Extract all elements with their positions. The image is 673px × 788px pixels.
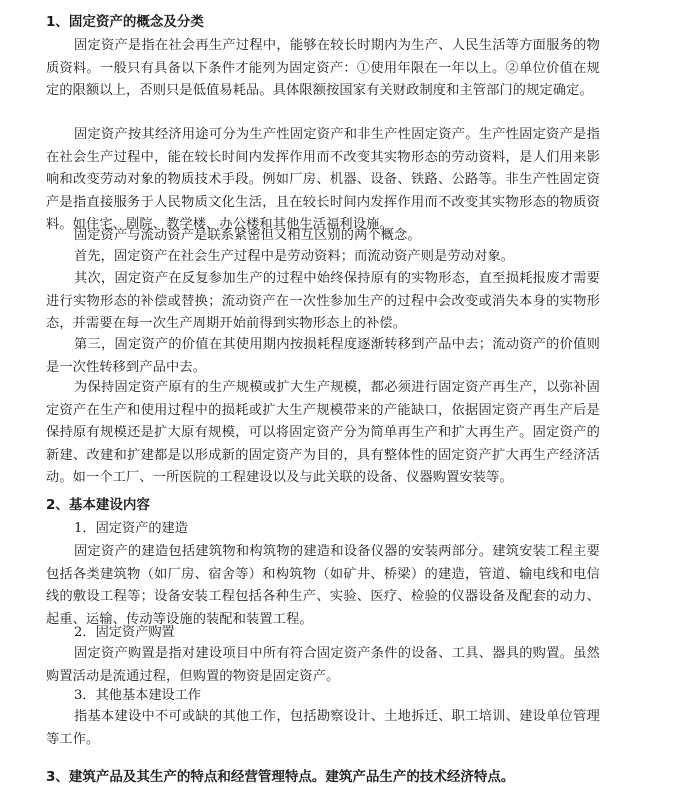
s2-item-3-title: 3．其他基本建设工作 (74, 688, 202, 703)
section-3-heading: 3、建筑产品及其生产的特点和经营管理特点。建筑产品生产的技术经济特点。 (46, 769, 515, 785)
s2-item-1-title: 1．固定资产的建造 (74, 521, 188, 536)
s1-paragraph-reproduction: 为保持固定资产原有的生产规模或扩大生产规模，都必须进行固定资产再生产，以弥补固定资产在生产和使用过程中的损耗或扩大生产规模带来的产能缺口，依据固定资产再生产后是保持原有规模还是扩大原有规模，可以将固定资产分为简单再生产和扩大再生产。固定资产的新建、改建和扩建都是以形成新的固定资产为目的，具有整体性的固定资产扩大再生产经济活动。如一个工厂、一所医院的工程建设以及与此关联的设备、仪器购置安装等。 (46, 380, 600, 486)
s2-item-2-text: 固定资产购置是指对建设项目中所有符合固定资产条件的设备、工具、器具的购置。虽然购置活动是流通过程，但购置的物资是固定资产。 (46, 646, 600, 684)
section-2-heading: 2、基本建设内容 (46, 497, 150, 513)
s2-item-3-text: 指基本建设中不可或缺的其他工作，包括勘察设计、土地拆迁、职工培训、建设单位管理等工作。 (46, 709, 600, 747)
s2-item-2-title: 2．固定资产购置 (74, 625, 175, 640)
s1-paragraph-concepts: 固定资产与流动资产是联系紧密但又相互区别的两个概念。 (74, 228, 421, 243)
s1-paragraph-definition: 固定资产是指在社会再生产过程中，能够在较长时期内为生产、人民生活等方面服务的物质资料。一般只有具备以下条件才能列为固定资产：①使用年限在一年以上。②单位价值在规定的限额以上，否则只是低值易耗品。具体限额按国家有关财政制度和主管部门的规定确定。 (46, 38, 600, 99)
s1-paragraph-classification: 固定资产按其经济用途可分为生产性固定资产和非生产性固定资产。生产性固定资产是指在社会生产过程中，能在较长时间内发挥作用而不改变其实物形态的劳动资料，是人们用来影响和改变劳动对象的物质技术手段。例如厂房、机器、设备、铁路、公路等。非生产性固定资产是指直接服务于人民物质文化生活，且在较长时间内发挥作用而不改变其实物形态的物质资料。如住宅、剧院、教学楼、办公楼和其他生活福利设施。 (46, 127, 600, 233)
section-1-heading: 1、固定资产的概念及分类 (46, 14, 204, 30)
s1-paragraph-first: 首先，固定资产在社会生产过程中是劳动资料；而流动资产则是劳动对象。 (74, 249, 515, 264)
s1-paragraph-third: 第三，固定资产的价值在其使用期内按损耗程度逐渐转移到产品中去；流动资产的价值则是一次性转移到产品中去。 (46, 337, 600, 375)
s1-paragraph-second: 其次，固定资产在反复参加生产的过程中始终保持原有的实物形态，直至损耗报废才需要进行实物形态的补偿或替换；流动资产在一次性参加生产的过程中会改变或消失本身的实物形态，并需要在每一次生产周期开始前得到实物形态上的补偿。 (46, 271, 600, 332)
s2-item-1-text: 固定资产的建造包括建筑物和构筑物的建造和设备仪器的安装两部分。建筑安装工程主要包括各类建筑物（如厂房、宿舍等）和构筑物（如矿井、桥梁）的建造，管道、输电线和电信线的敷设工程等；设备安装工程包括各种生产、实验、医疗、检验的仪器设备及配套的动力、起重、运输、传动等设施的装配和装置工程。 (46, 544, 600, 627)
